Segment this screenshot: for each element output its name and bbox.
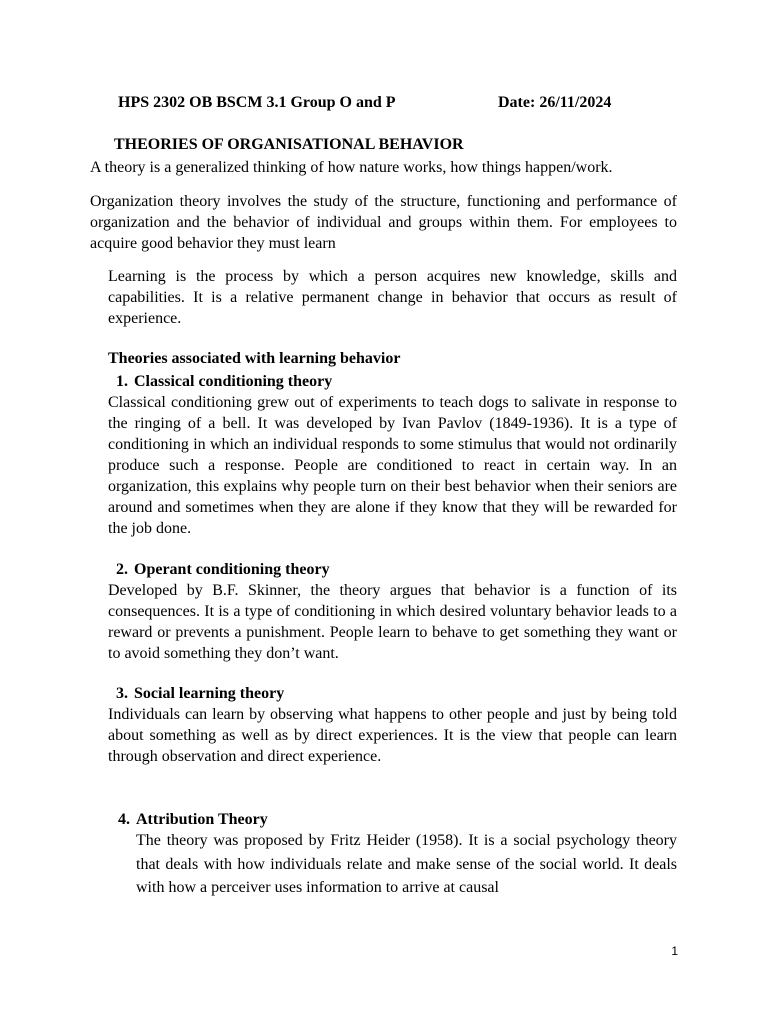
- theory-title: Classical conditioning theory: [134, 373, 333, 390]
- theory-title: Social learning theory: [134, 685, 285, 702]
- theory-number: 1.: [116, 373, 128, 390]
- theories-heading: Theories associated with learning behavior: [108, 350, 401, 367]
- theory-heading-attribution: [110, 811, 268, 829]
- course-label: HPS 2302 OB BSCM 3.1 Group O and P: [118, 94, 396, 111]
- theory-section-classical: [108, 371, 677, 539]
- theory-heading: [108, 371, 677, 392]
- theory-body: Developed by B.F. Skinner, the theory argues that behavior is a function of its consequences. It is a type of conditioning in which desired voluntary behavior leads to a reward or prevents a punishment. People learn to behave to get something they want or to avoid something they don’t want.: [108, 582, 677, 662]
- date-label: Date: 26/11/2024: [498, 94, 612, 111]
- theory-heading: [108, 683, 677, 704]
- theory-title: Attribution Theory: [136, 811, 268, 828]
- theory-heading: [108, 559, 677, 580]
- document-title: THEORIES OF ORGANISATIONAL BEHAVIOR: [114, 136, 464, 153]
- theory-number: 3.: [116, 685, 128, 702]
- organization-theory-paragraph: Organization theory involves the study of the structure, functioning and performance of organization and the behavior of individual and groups within them. For employees to acquire good behavior they must learn: [90, 193, 677, 252]
- theory-body: Classical conditioning grew out of experiments to teach dogs to salivate in response to the ringing of a bell. It was developed by Ivan Pavlov (1849-1936). It is a type of conditioning in which an individual responds to some stimulus that would not ordinarily produce such a response. People are conditioned to react in certain way. In an organization, this explains why people turn on their best behavior when their seniors are around and sometimes when they are alone if they know that they will be rewarded for the job done.: [108, 394, 677, 537]
- page-number: 1: [671, 944, 678, 958]
- theory-body-attribution: The theory was proposed by Fritz Heider (1958). It is a social psychology theory that deals with how individuals relate and make sense of the social world. It deals with how a perceiver uses information to arrive at causal: [136, 832, 677, 896]
- theory-section-social-learning: [108, 683, 677, 767]
- theory-number: 4.: [118, 811, 130, 828]
- theory-title: Operant conditioning theory: [134, 561, 330, 578]
- theory-section-operant: [108, 559, 677, 664]
- theory-body: Individuals can learn by observing what happens to other people and just by being told about something as well as by direct experiences. It is the view that people can learn through observation and direct experience.: [108, 706, 677, 765]
- learning-definition-paragraph: Learning is the process by which a person acquires new knowledge, skills and capabilities. It is a relative permanent change in behavior that occurs as result of experience.: [108, 268, 677, 327]
- theory-definition-paragraph: A theory is a generalized thinking of how nature works, how things happen/work.: [90, 159, 613, 176]
- document-header: [118, 94, 638, 112]
- theory-number: 2.: [116, 561, 128, 578]
